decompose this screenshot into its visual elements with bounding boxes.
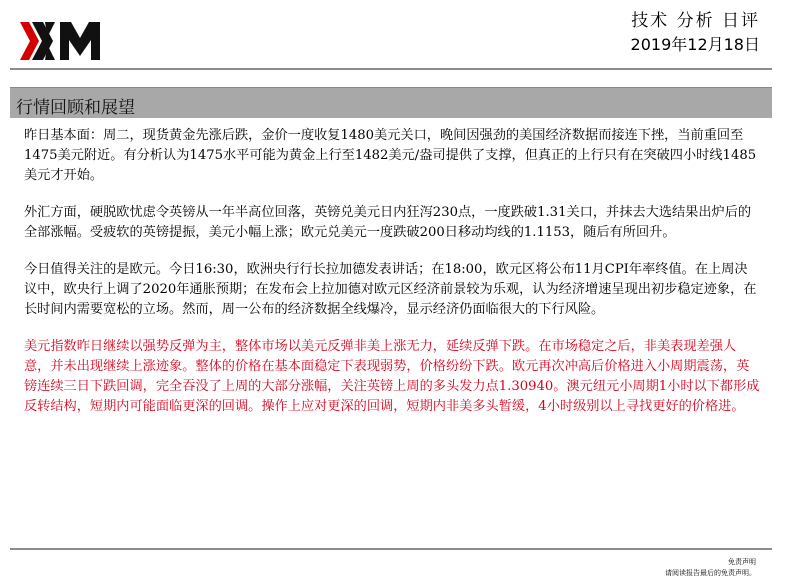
- footer-divider: [10, 548, 772, 550]
- disclaimer-note: 请阅读报告最后的免责声明。: [665, 569, 756, 577]
- disclaimer-title: 免责声明: [728, 558, 756, 566]
- disclaimer: [665, 557, 756, 579]
- xm-logo-mark: [20, 20, 124, 62]
- header-divider: [10, 68, 772, 70]
- report-type: 技术 分析 日评: [631, 11, 760, 31]
- xm-logo: [20, 20, 124, 62]
- report-header: [631, 10, 760, 56]
- paragraph-fundamentals: 昨日基本面：周二，现货黄金先涨后跌，金价一度收复1480美元关口，晚间因强劲的美国经济数据而接连下挫，当前重回至1475美元附近。有分析认为1475水平可能为黄金上行至1482美元/盎司提供了支撑，但真正的上行只有在突破四小时线1485美元才开始。: [24, 128, 757, 183]
- paragraph-technical-outlook: 美元指数昨日继续以强势反弹为主，整体市场以美元反弹非美上涨无力，延续反弹下跌。在市场稳定之后，非美表现差强人意，并未出现继续上涨迹象。整体的价格在基本面稳定下表现弱势，价格纷纷下跌。欧元再次冲高后价格进入小周期震荡，英镑连续三日下跌回调，完全吞没了上周的大部分涨幅，关注英镑上周的多头发力点1.30940。澳元纽元小周期1小时以下都形成反转结构，短期内可能面临更深的回调。操作上应对更深的回调，短期内非美多头暂缓，4小时级别以上寻找更好的价格进。: [24, 339, 760, 414]
- section-header: [10, 87, 772, 118]
- paragraph-euro-focus: 今日值得关注的是欧元。今日16:30，欧洲央行行长拉加德发表讲话；在18:00，欧元区将公布11月CPI年率终值。在上周决议中，欧央行上调了2020年通胀预期；在发布会上拉加德对欧元区经济前景较为乐观，认为经济增速呈现出初步稳定迹象，在长时间内需要宽松的立场。然而，周一公布的经济数据全线爆冷，显示经济仍面临很大的下行风险。: [24, 262, 757, 317]
- section-title: 行情回顾和展望: [16, 98, 135, 118]
- paragraph-forex: 外汇方面，硬脱欧忧虑令英镑从一年半高位回落，英镑兑美元日内狂泻230点，一度跌破1.31关口，并抹去大选结果出炉后的全部涨幅。受疲软的英镑提振，美元小幅上涨；欧元兑美元一度跌破200日移动均线的1.1153，随后有所回升。: [24, 205, 752, 240]
- report-date: 2019年12月18日: [630, 35, 760, 54]
- report-body: [24, 126, 760, 434]
